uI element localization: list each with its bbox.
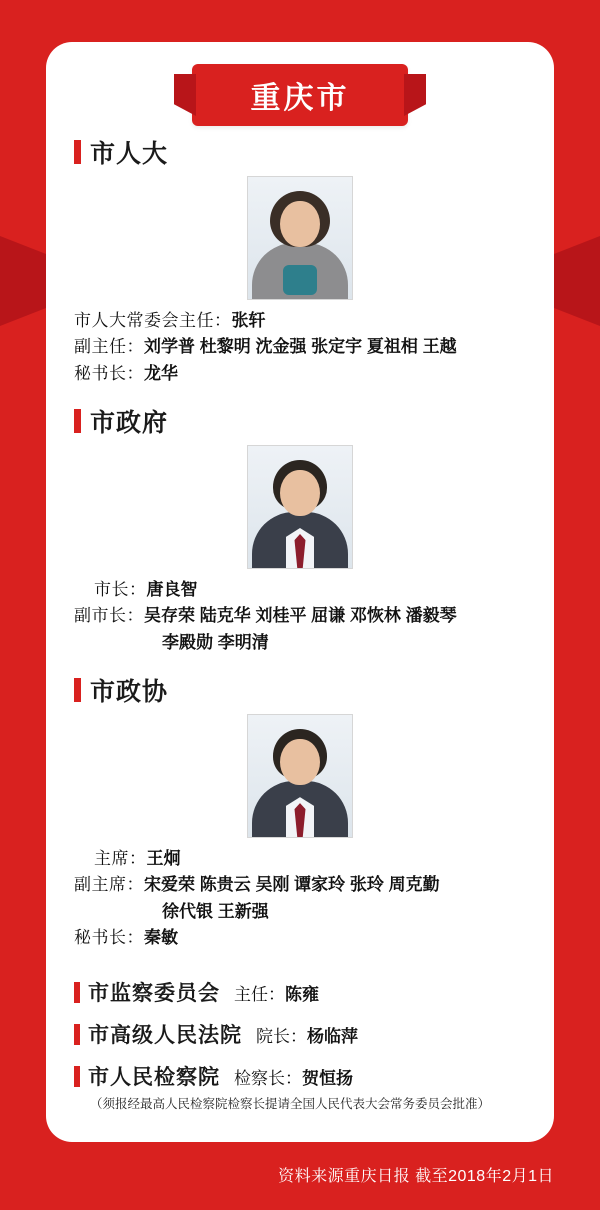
officer-line xyxy=(74,308,526,334)
officer-name: 王炯 xyxy=(146,849,181,869)
officer-line xyxy=(74,925,526,951)
mini-section-gaoyuan xyxy=(74,1019,526,1049)
officer-role: 主席： xyxy=(94,849,147,869)
officer-role: 秘书长： xyxy=(74,363,144,383)
title-banner xyxy=(192,64,408,126)
officer-name: 徐代银 王新强 xyxy=(162,901,269,921)
section-header-shizhengxie xyxy=(74,672,526,708)
officer-line xyxy=(74,334,526,360)
source-footer: 资料来源重庆日报 截至2018年2月1日 xyxy=(278,1168,554,1185)
officer-name: 陈雍 xyxy=(285,984,319,1004)
officer-line-continuation xyxy=(74,899,526,925)
red-bar-icon xyxy=(74,982,80,1003)
officer-name: 宋爱荣 陈贵云 吴刚 谭家玲 张玲 周克勤 xyxy=(144,875,440,895)
portrait-wrap-shizhengfu xyxy=(74,445,526,569)
card-content xyxy=(46,126,554,1112)
officer-role: 主任： xyxy=(234,984,285,1004)
mini-section-jianchawei xyxy=(74,977,526,1007)
officer-name: 龙华 xyxy=(144,363,178,383)
decorative-right-notch xyxy=(554,236,600,326)
portrait-wrap-shizhengxie xyxy=(74,714,526,838)
portrait-wrap-shirenda xyxy=(74,176,526,300)
officer-name: 唐良智 xyxy=(146,580,198,600)
red-bar-icon xyxy=(74,140,81,164)
section-title-shizhengfu: 市政府 xyxy=(90,409,169,438)
officer-line xyxy=(74,872,526,898)
officer-line xyxy=(74,361,526,387)
mini-section-title: 市高级人民法院 xyxy=(88,1024,242,1048)
officer-line xyxy=(74,577,526,603)
officer-role: 市长： xyxy=(94,580,147,600)
officer-name: 张轩 xyxy=(231,311,266,330)
page-title: 重庆市 xyxy=(250,82,350,115)
officer-role: 副市长： xyxy=(74,606,144,626)
officer-name: 贺恒扬 xyxy=(302,1068,353,1088)
officer-role: 副主任： xyxy=(74,337,144,357)
officer-name: 李殿勋 李明清 xyxy=(162,632,269,652)
section-title-shirenda: 市人大 xyxy=(90,140,169,168)
section-title-shizhengxie: 市政协 xyxy=(90,678,169,707)
red-bar-icon xyxy=(74,1024,80,1045)
section-header-shizhengfu xyxy=(74,403,526,439)
red-bar-icon xyxy=(74,1066,80,1087)
officer-line xyxy=(74,846,526,872)
officer-role: 院长： xyxy=(256,1026,307,1046)
portrait-photo-zhangxuan xyxy=(247,176,353,300)
portrait-photo-wangjiong xyxy=(247,714,353,838)
info-card xyxy=(46,42,554,1142)
officer-role: 副主席： xyxy=(74,875,144,895)
officer-name: 秦敏 xyxy=(144,928,178,948)
mini-section-title: 市监察委员会 xyxy=(88,982,220,1006)
portrait-photo-tangliangzhi xyxy=(247,445,353,569)
red-bar-icon xyxy=(74,678,81,702)
officer-line xyxy=(74,603,526,629)
officer-name: 杨临萍 xyxy=(307,1026,358,1046)
officer-name: 刘学普 杜黎明 沈金强 张定宇 夏祖相 王越 xyxy=(144,337,457,357)
footnote: （须报经最高人民检察院检察长提请全国人民代表大会常务委员会批准） xyxy=(90,1097,491,1112)
red-bar-icon xyxy=(74,409,81,433)
mini-section-detail xyxy=(234,980,319,1005)
officer-line-continuation xyxy=(74,630,526,656)
officer-role: 市人大常委会主任： xyxy=(74,311,232,330)
officer-role: 检察长： xyxy=(234,1068,302,1088)
mini-section-detail xyxy=(234,1064,353,1089)
officer-role: 秘书长： xyxy=(74,928,144,948)
section-header-shirenda xyxy=(74,134,526,170)
mini-section-detail xyxy=(256,1022,358,1047)
mini-section-jianchayuan xyxy=(74,1061,526,1091)
decorative-left-notch xyxy=(0,236,46,326)
officer-name: 吴存荣 陆克华 刘桂平 屈谦 邓恢林 潘毅琴 xyxy=(144,606,457,626)
mini-section-title: 市人民检察院 xyxy=(88,1066,220,1090)
